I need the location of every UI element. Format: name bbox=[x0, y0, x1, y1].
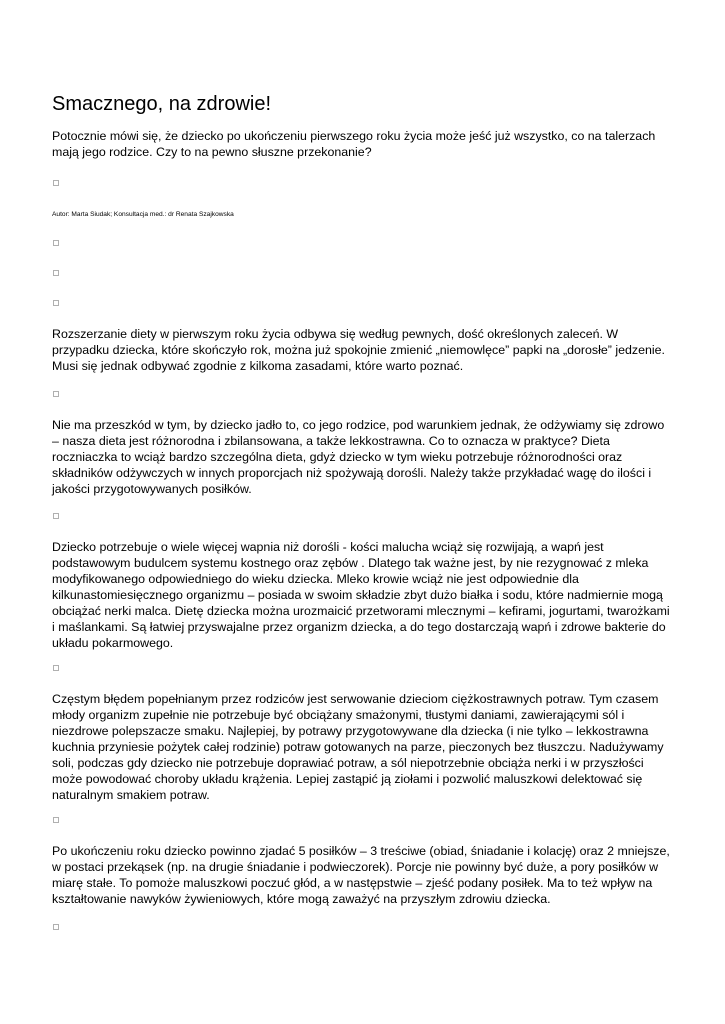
image-placeholder-icon bbox=[53, 240, 59, 246]
image-placeholder-icon bbox=[53, 924, 59, 930]
article-title: Smacznego, na zdrowie! bbox=[52, 93, 272, 115]
image-placeholder-icon bbox=[53, 665, 59, 671]
image-placeholder-icon bbox=[53, 391, 59, 397]
article-paragraph: Nie ma przeszkód w tym, by dziecko jadło to, co jego rodzice, pod warunkiem jednak, że odżywiamy się zdrowo – nasza dieta jest różnorodna i zbilansowana, a także lekkostrawna. Co to oznacza w praktyce? Dieta roczniaczka to wciąż bardzo szczególna dieta, gdyż dziecko w tym wieku potrzebuje różnorodności oraz składników odżywczych w innych proporcjach niż spożywają dorośli. Należy także przykładać wagę do ilości i jakości przygotowywanych posiłków. bbox=[52, 418, 665, 496]
article-author: Autor: Marta Siudak; Konsultacja med.: dr Renata Szajkowska bbox=[52, 211, 234, 218]
article-paragraph: Częstym błędem popełnianym przez rodziców jest serwowanie dzieciom ciężkostrawnych potraw. Tym czasem młody organizm zupełnie nie potrzebuje być obciążany smażonymi, tłustymi daniami, zawierającymi sól i niezdrowe polepszacze smaku. Najlepiej, by potrawy przygotowywane dla dziecka (i nie tylko – lekkostrawna kuchnia przyniesie pożytek całej rodzinie) potraw gotowanych na parze, pieczonych bez tłuszczu. Nadużywamy soli, podczas gdy dziecko nie potrzebuje doprawiać potraw, a sól niepotrzebnie obciąża nerki i w przyszłości może powodować choroby układu krążenia. Lepiej zastąpić ją ziołami i pozwolić maluszkowi delektować się naturalnym smakiem potraw. bbox=[52, 692, 664, 802]
article-paragraph: Rozszerzanie diety w pierwszym roku życia odbywa się według pewnych, dość określonych zaleceń. W przypadku dziecka, które skończyło rok, można już spokojnie zmienić „niemowlęce” papki na „dorosłe” jedzenie. Musi się jednak odbywać zgodnie z kilkoma zasadami, które warto poznać. bbox=[52, 327, 665, 373]
image-placeholder-icon bbox=[53, 180, 59, 186]
article-paragraph: Po ukończeniu roku dziecko powinno zjadać 5 posiłków – 3 treściwe (obiad, śniadanie i kolację) oraz 2 mniejsze, w postaci przekąsek (np. na drugie śniadanie i podwieczorek). Porcje nie powinny być duże, a pory posiłków w miarę stałe. To pomoże maluszkowi poczuć głód, a w następstwie – zjeść podany posiłek. Ma to też wpływ na kształtowanie nawyków żywieniowych, które mogą zaważyć na przyszłym zdrowiu dziecka. bbox=[52, 844, 670, 906]
image-placeholder-icon bbox=[53, 513, 59, 519]
article-paragraph: Dziecko potrzebuje o wiele więcej wapnia niż dorośli - kości malucha wciąż się rozwijają, a wapń jest podstawowym budulcem systemu kostnego oraz zębów . Dlatego tak ważne jest, by nie rezygnować z mleka modyfikowanego odpowiedniego do wieku dziecka. Mleko krowie wciąż nie jest odpowiednie dla kilkunastomiesięcznego organizmu – posiada w swoim składzie zbyt dużo białka i sodu, które nadmiernie mogą obciążać nerki malca. Dietę dziecka można urozmaicić przetworami mlecznymi – kefirami, jogurtami, twarożkami i maślankami. Są łatwiej przyswajalne przez organizm dziecka, a do tego dostarczają wapń i zdrowe bakterie do układu pokarmowego. bbox=[52, 540, 670, 650]
article-lead: Potocznie mówi się, że dziecko po ukończeniu pierwszego roku życia może jeść już wszystko, co na talerzach mają jego rodzice. Czy to na pewno słuszne przekonanie? bbox=[52, 129, 656, 159]
image-placeholder-icon bbox=[53, 300, 59, 306]
image-placeholder-icon bbox=[53, 817, 59, 823]
image-placeholder-icon bbox=[53, 270, 59, 276]
